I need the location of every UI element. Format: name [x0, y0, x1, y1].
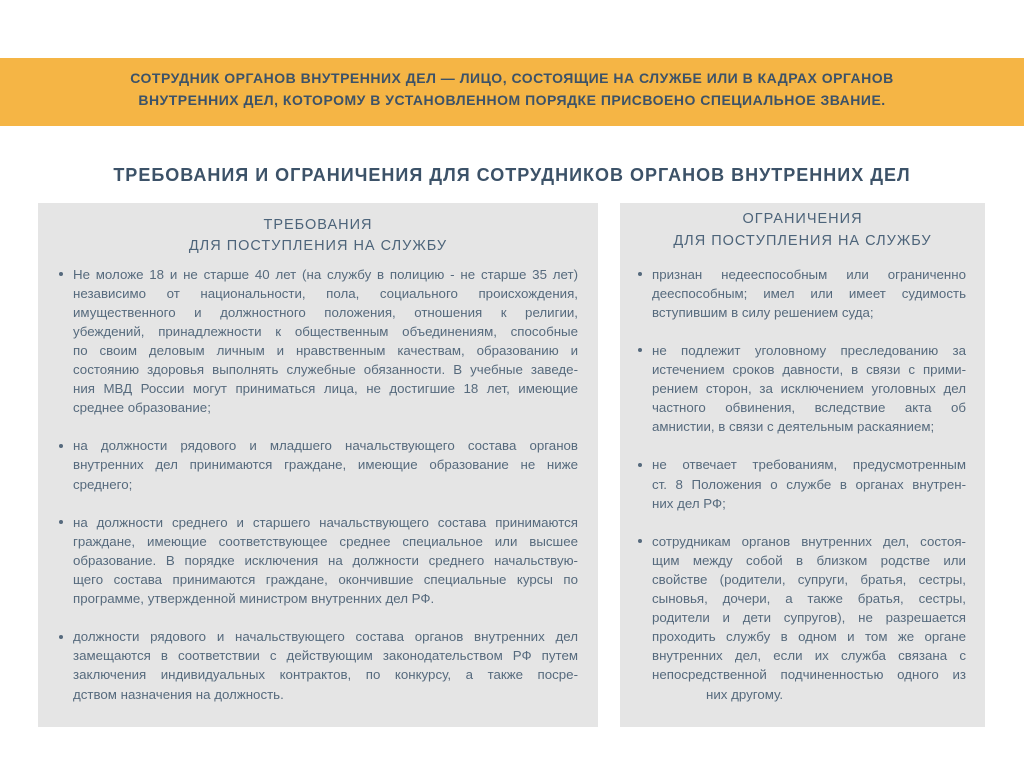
- list-item: [73, 513, 578, 608]
- text-line: родители и дети супругов), не разрешается: [652, 610, 966, 626]
- bullet-icon: [59, 272, 63, 276]
- definition-line: СОТРУДНИК ОРГАНОВ ВНУТРЕННИХ ДЕЛ — ЛИЦО, СОСТОЯЩИЕ НА СЛУЖБЕ ИЛИ В КАДРАХ ОРГАНОВ: [130, 70, 894, 86]
- panel-title: ОГРАНИЧЕНИЯ: [742, 211, 863, 227]
- text-line: не подлежит уголовному преследованию за: [652, 342, 966, 358]
- text-line: вступившим в силу решением суда;: [652, 304, 874, 320]
- text-line: них дел РФ;: [652, 495, 726, 511]
- list-item: [652, 455, 966, 512]
- panel-subtitle: ДЛЯ ПОСТУПЛЕНИЯ НА СЛУЖБУ: [673, 233, 932, 249]
- bullet-icon: [638, 463, 642, 467]
- bullet-icon: [59, 635, 63, 639]
- text-line: признан недееспособным или ограниченно: [652, 266, 966, 282]
- text-line: сыновья, дочери, а также братья, сестры,: [652, 591, 966, 607]
- text-line: дством назначения на должность.: [73, 686, 284, 702]
- list-item: [652, 265, 966, 322]
- bullet-icon: [59, 444, 63, 448]
- text-line: рением сторон, за исключением уголовных дел: [652, 381, 966, 397]
- bullet-icon: [638, 539, 642, 543]
- text-line: на должности рядового и младшего начальствующего состава органов: [73, 438, 578, 454]
- list-item: [73, 436, 578, 493]
- text-line: среднее образование;: [73, 400, 211, 416]
- text-line: должности рядового и начальствующего состава органов внутренних дел: [73, 629, 578, 645]
- text-line: ния МВД России могут приниматься лица, не достигшие 18 лет, имеющие: [73, 381, 578, 397]
- text-line: свойстве (родители, супруги, братья, сестры,: [652, 572, 966, 587]
- bullet-icon: [59, 520, 63, 524]
- text-line: них другому.: [706, 686, 784, 702]
- requirements-panel: [38, 203, 598, 727]
- text-line: ст. 8 Положения о службе в органах внутрен-: [652, 476, 966, 492]
- list-item: [652, 532, 966, 704]
- text-line: непосредственной подчиненностью одного из: [652, 667, 966, 683]
- text-line: истечением сроков давности, в связи с прими-: [652, 361, 966, 377]
- list-item: [73, 627, 578, 703]
- text-line: независимо от национальности, пола, социального происхождения,: [73, 285, 578, 301]
- text-line: дееспособным; имел или имеет судимость: [652, 285, 966, 301]
- text-line: щего состава принимаются граждане, окончившие специальные курсы по: [73, 572, 578, 587]
- text-line: по своим деловым личным и нравственным качествам, образованию и: [73, 342, 578, 358]
- definition-line: ВНУТРЕННИХ ДЕЛ, КОТОРОМУ В УСТАНОВЛЕННОМ ПОРЯДКЕ ПРИСВОЕНО СПЕЦИАЛЬНОЕ ЗВАНИЕ.: [138, 92, 886, 108]
- list-item: [73, 265, 578, 418]
- text-line: программе, утвержденной министром внутренних дел РФ.: [73, 591, 435, 607]
- text-line: убеждений, принадлежности к общественным объединениям, способные: [73, 323, 578, 339]
- text-line: частного обвинения, вследствие акта об: [652, 400, 966, 416]
- panel-subtitle: ДЛЯ ПОСТУПЛЕНИЯ НА СЛУЖБУ: [188, 237, 448, 254]
- text-line: внутренних дел, если их служба связана с: [652, 648, 966, 664]
- text-line: заключения индивидуальных контрактов, по конкурсу, а также посре-: [73, 667, 578, 683]
- text-line: не отвечает требованиям, предусмотренным: [652, 457, 966, 473]
- panel-title: ТРЕБОВАНИЯ: [263, 216, 373, 233]
- restrictions-panel: [620, 203, 985, 727]
- text-line: состоянию здоровья выполнять служебные обязанности. В учебные заведе-: [73, 361, 578, 377]
- slide-heading: ТРЕБОВАНИЯ И ОГРАНИЧЕНИЯ ДЛЯ СОТРУДНИКОВ ОРГАНОВ ВНУТРЕННИХ ДЕЛ: [113, 165, 911, 185]
- definition-banner: [0, 58, 1024, 126]
- text-line: внутренних дел принимаются граждане, имеющие образование не ниже: [73, 457, 578, 473]
- text-line: проходить службу в одном и том же органе: [652, 629, 966, 645]
- text-line: щим между собой в близком родстве или: [652, 552, 966, 568]
- bullet-icon: [638, 272, 642, 276]
- text-line: граждане, имеющие соответствующее среднее специальное или высшее: [73, 533, 578, 549]
- text-line: среднего;: [73, 476, 133, 492]
- list-item: [652, 341, 966, 436]
- text-line: замещаются в соответствии с действующим законодательством РФ путем: [73, 648, 578, 664]
- text-line: сотрудникам органов внутренних дел, состоя-: [652, 533, 966, 549]
- text-line: на должности среднего и старшего начальствующего состава принимаются: [73, 514, 578, 530]
- restrictions-list: [652, 265, 966, 723]
- text-line: образование. В порядке исключения на должности среднего начальствую-: [73, 552, 578, 568]
- text-line: амнистии, в связи с деятельным раскаянием;: [652, 419, 935, 435]
- requirements-list: [73, 265, 578, 723]
- text-line: имущественного и должностного положения, отношения к религии,: [73, 304, 578, 320]
- bullet-icon: [638, 348, 642, 352]
- text-line: Не моложе 18 и не старше 40 лет (на службу в полицию - не старше 35 лет): [73, 266, 578, 282]
